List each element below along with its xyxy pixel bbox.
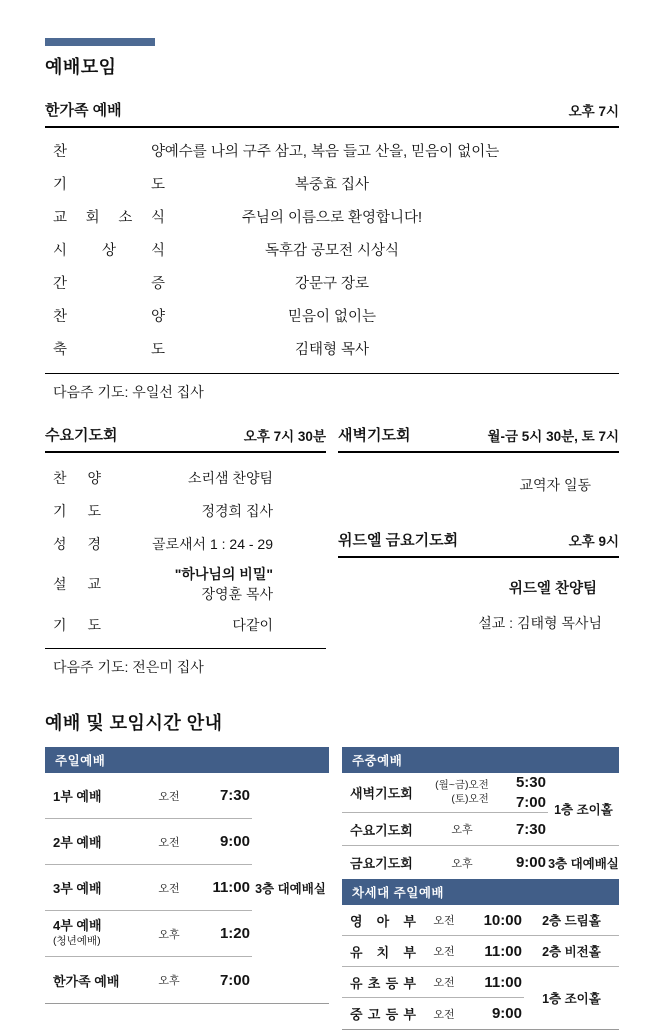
withel-service-header [338,529,619,558]
dawn-service-header [338,424,619,453]
service-time: 9:00 [515,854,546,871]
location-cell: 1층 조이홀 [542,992,601,1006]
wednesday-service-time: 오후 7시 30분 [243,429,326,444]
midweek-section [45,424,619,683]
order-label: 축 도 [53,342,165,358]
next-week-prayer-note: 다음주 기도: 우일선 집사 [53,384,204,400]
service-name: 새벽기도회 [342,773,424,813]
service-time: 7:30 [190,773,252,819]
withel-service-time: 오후 9시 [568,534,619,549]
service-time [500,773,548,813]
service-name: 금요기도회 [349,856,413,871]
order-content: 다같이 [232,616,273,633]
dawn-service-leaders: 교역자 일동 [519,477,591,493]
service-time: 11:00 [190,865,252,911]
service-time: 7:00 [219,971,250,989]
meridiem: 오후 [158,975,180,987]
service-name: 2부 예배 [45,819,148,865]
table-row [45,527,326,560]
nextgen-table-header: 차세대 주일예배 [342,879,619,905]
table-row [45,461,326,494]
meridiem-line1: (월~금)오전 [435,778,489,791]
meridiem: 오후 [451,857,473,870]
department-name: 중 고 등 부 [349,1007,416,1022]
wednesday-service-title: 수요기도회 [45,427,118,444]
weekday-table-body [342,773,619,879]
table-row [45,200,619,233]
service-name: 1부 예배 [45,773,148,819]
order-label: 성 경 [53,535,101,552]
meridiem: 오전 [148,773,190,819]
order-content: 독후감 공모전 시상식 [264,243,400,259]
order-content: 복중효 집사 [294,177,370,193]
service-name: 수요기도회 [342,813,424,846]
family-service-time: 오후 7시 [568,104,619,119]
family-service-header [45,99,619,128]
order-label: 찬 양 [53,469,101,486]
sunday-table-header: 주일예배 [45,747,329,773]
time-line2: 7:00 [515,793,546,811]
dawn-withel-column [338,424,619,683]
sunday-service-table [45,747,329,1004]
withel-preacher: 설교 : 김태형 목사님 [478,615,602,631]
location-cell: 3층 대예배실 [255,882,326,896]
order-content: 소리샘 찬양팀 [187,469,273,486]
withel-service-title: 위드엘 금요기도회 [338,532,459,549]
sermon-preacher: 장영훈 목사 [201,586,273,602]
department-name: 유 초 등 부 [342,967,422,998]
table-row [45,494,326,527]
meridiem: 오전 [422,905,466,936]
withel-praise-team: 위드엘 찬양팀 [508,581,597,597]
wednesday-service-rows [45,453,326,641]
order-label: 간 증 [53,276,165,292]
location-cell: 3층 대예배실 [548,856,619,871]
table-row [45,266,619,299]
meridiem: 오후 [424,813,500,846]
service-name [45,911,148,957]
meridiem: 오전 [422,967,466,998]
service-time: 1:20 [190,911,252,957]
meridiem: 오전 [148,819,190,865]
service-time: 9:00 [491,1005,522,1022]
meridiem: 오전 [422,936,466,967]
order-label: 찬 양 [53,144,165,160]
accent-bar [45,38,155,46]
weekday-nextgen-tables [342,747,619,1030]
order-label: 기 도 [53,502,101,519]
sunday-table-body [45,773,329,1004]
department-name: 유 치 부 [342,936,422,967]
wednesday-service-column [45,424,326,683]
table-row [45,299,619,332]
service-name: 3부 예배 [45,865,148,911]
table-row [45,233,619,266]
weekday-service-table [342,747,619,879]
page-title-schedule-guide: 예배 및 모임시간 안내 [45,713,223,733]
service-name: 한가족 예배 [53,973,120,989]
meridiem-line2: (토)오전 [451,792,489,805]
table-row-sermon [45,560,326,608]
table-row [45,134,619,167]
service-time: 10:00 [466,905,524,936]
department-name: 영 아 부 [342,905,422,936]
order-content: 골로새서 1 : 24 - 29 [151,535,273,552]
page-title-worship-meetings: 예배모임 [45,57,117,77]
family-service-section [45,99,619,408]
family-service-title: 한가족 예배 [45,102,122,119]
order-label: 교 회 소 식 [53,210,165,226]
dawn-service-time: 월-금 5시 30분, 토 7시 [487,429,619,444]
service-time: 7:30 [500,813,548,846]
service-name-sub: (청년예배) [53,935,101,948]
meridiem: 오전 [433,1008,455,1021]
location-cell: 2층 드림홀 [524,905,619,936]
location-cell: 2층 비전홀 [524,936,619,967]
order-label: 기 도 [53,177,165,193]
service-time: 11:00 [466,967,524,998]
time-line1: 5:30 [515,774,546,791]
meridiem: 오후 [148,911,190,957]
order-content: 강문구 장로 [294,276,370,292]
order-label: 시 상 식 [53,243,165,259]
family-service-rows [45,128,619,365]
table-row [45,332,619,365]
order-label: 찬 양 [53,309,165,325]
order-content: 주님의 이름으로 환영합니다! [241,210,423,226]
schedule-tables [45,747,619,1030]
service-time: 11:00 [466,936,524,967]
order-label: 기 도 [53,616,101,633]
sermon-title: "하나님의 비밀" [174,566,273,582]
order-content: 믿음이 없이는 [287,309,377,325]
wednesday-service-header [45,424,326,453]
order-label: 설 교 [53,576,101,592]
meridiem: 오전 [148,865,190,911]
next-week-prayer-note: 다음주 기도: 전은미 집사 [53,659,204,675]
location-cell: 1층 조이홀 [548,773,619,846]
nextgen-service-table [342,879,619,1030]
table-row [45,167,619,200]
table-row [45,608,326,641]
nextgen-table-body [342,905,619,1030]
service-name-main: 4부 예배 [53,918,102,934]
order-content: 김태형 목사 [294,342,370,358]
dawn-service-title: 새벽기도회 [338,427,411,444]
weekday-table-header: 주중예배 [342,747,619,773]
service-time: 9:00 [190,819,252,865]
order-content: 예수를 나의 구주 삼고, 복음 들고 산을, 믿음이 없이는 [164,144,500,160]
order-content: 정경희 집사 [201,502,273,519]
meridiem [424,773,500,813]
